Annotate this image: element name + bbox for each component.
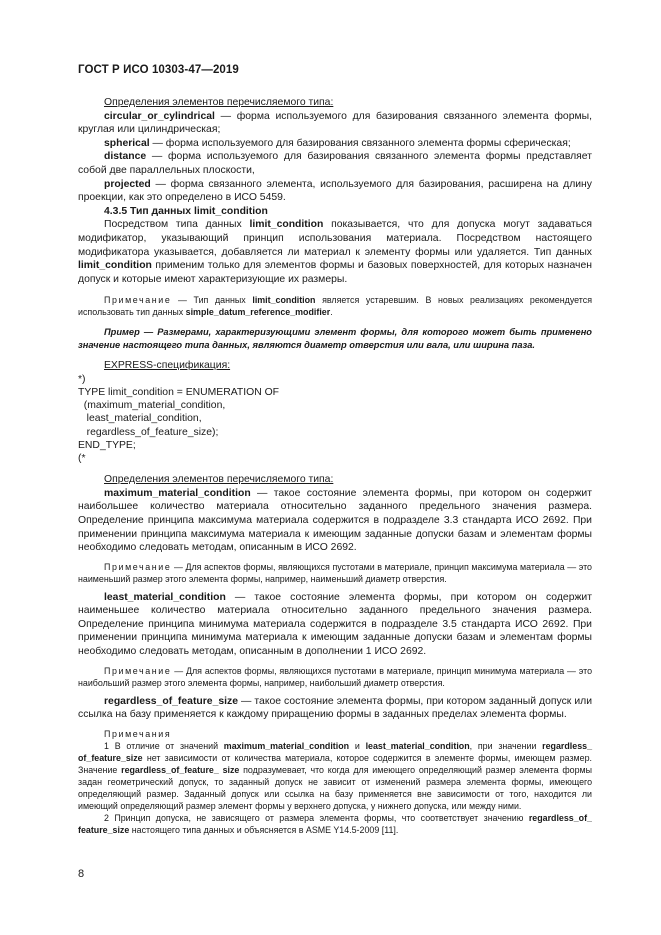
def-least-material: least_material_condition — такое состояние элемента формы, при котором он содержит наименьшее количество материала относительно заданного предельного значения размера. Определение принципа минимума материала содержится в подразделе 3.5 стандарта ИСО 2692. При применении принципа минимума материала к имеющим заданные допуски базам и элементам формы необходимо следовать методам, описанным в дополнении 1 ИСО 2692. (78, 591, 592, 658)
express-code: *) TYPE limit_condition = ENUMERATION OF (maximum_material_condition, least_material_condition, regardless_of_feature_size); END_TYPE; (* (78, 373, 280, 464)
section-paragraph: Посредством типа данных limit_condition показывается, что для допуска могут задаваться модификатор, указывающий принцип использования материала. Посредством настоящего модификатора указывается, добавляется ли материал к элементу формы или удаляется. Тип данных limit_condition применим только для элементов формы и базовых поверхностей, для которых назначен допуск и которые имеют характеризующие их размеры. (78, 219, 592, 285)
note-least-material: Примечание — Для аспектов формы, являющихся пустотами в материале, принцип минимума материала — это наибольший размер этого элемента формы, например, наибольший диаметр отверстия. (78, 665, 592, 688)
def-regardless: regardless_of_feature_size — такое состояние элемента формы, при котором заданный допуск или ссылка на базу применяется к каждому приращению формы в заданных пределах элемента формы. (78, 695, 592, 721)
def-circular: circular_or_cylindrical — форма используемого для базирования связанного элемента формы, круглая или цилиндрическая; (78, 110, 592, 136)
notes-label: Примечания (104, 728, 172, 739)
section-heading: 4.3.5 Тип данных limit_condition (104, 205, 268, 217)
express-title: EXPRESS-спецификация: (104, 360, 231, 372)
note-max-material: Примечание — Для аспектов формы, являющихся пустотами в материале, принцип максимума материала — это наименьший размер этого элемента формы, например, наименьший диаметр отверстия. (78, 561, 592, 584)
example-text: Пример — Размерами, характеризующими элемент формы, для которого может быть применено значение настоящего типа данных, являются диаметр отверстия или вала, или ширина паза. (78, 327, 592, 350)
defs-title: Определения элементов перечисляемого типа: (104, 97, 334, 108)
def-max-material: maximum_material_condition — такое состояние элемента формы, при котором он содержит наибольшее количество материала относительно заданного предельного значения размера. Определение принципа максимума материала содержится в подразделе 3.3 стандарта ИСО 2692. При применении принципа максимума материала к имеющим заданные допуски базам и элементам формы необходимо следовать методам, описанным в ИСО 2692. (78, 487, 592, 554)
note-deprecated: Примечание — Тип данных limit_condition является устаревшим. В новых реализациях рекомендуется использовать тип данных simple_datum_reference_modifier. (78, 295, 593, 318)
document-header: ГОСТ Р ИСО 10303-47—2019 (78, 64, 239, 76)
page-number: 8 (78, 868, 85, 880)
defs-title-2: Определения элементов перечисляемого типа: (104, 474, 334, 486)
def-distance: distance — форма используемого для базирования связанного элемента формы представляет собой две параллельных плоскости, (78, 151, 592, 176)
page-content (78, 96, 592, 836)
note-1: 1 В отличие от значений maximum_material_condition и least_material_condition, при значении regardless_ of_feature_size нет зависимости от количества материала, которое содержится в элементе формы, имеющем размер. Значение regardless_of_feature_ size подразумевает, что когда для имеющего определяющий размер элемента формы задан геометрический допуск, то заданный допуск не зависит от изменений размера элемента формы, имеющего определяющий размер. Заданный допуск или ссылка на базу применяется вне зависимости от того, находится ли имеющий определяющий размер элемент формы у верхнего допуска, у нижнего допуска, или между ними. (78, 740, 593, 811)
def-spherical: spherical — форма используемого для базирования связанного элемента формы сферическая; (104, 137, 571, 149)
note-2: 2 Принцип допуска, не зависящего от размера элемента формы, что соответствует значению regardless_of_ feature_size настоящего типа данных и объясняется в ASME Y14.5-2009 [11]. (78, 812, 592, 835)
def-projected: projected — форма связанного элемента, используемого для базирования, расширена на длину проекции, как это определено в ИСО 5459. (78, 178, 592, 204)
